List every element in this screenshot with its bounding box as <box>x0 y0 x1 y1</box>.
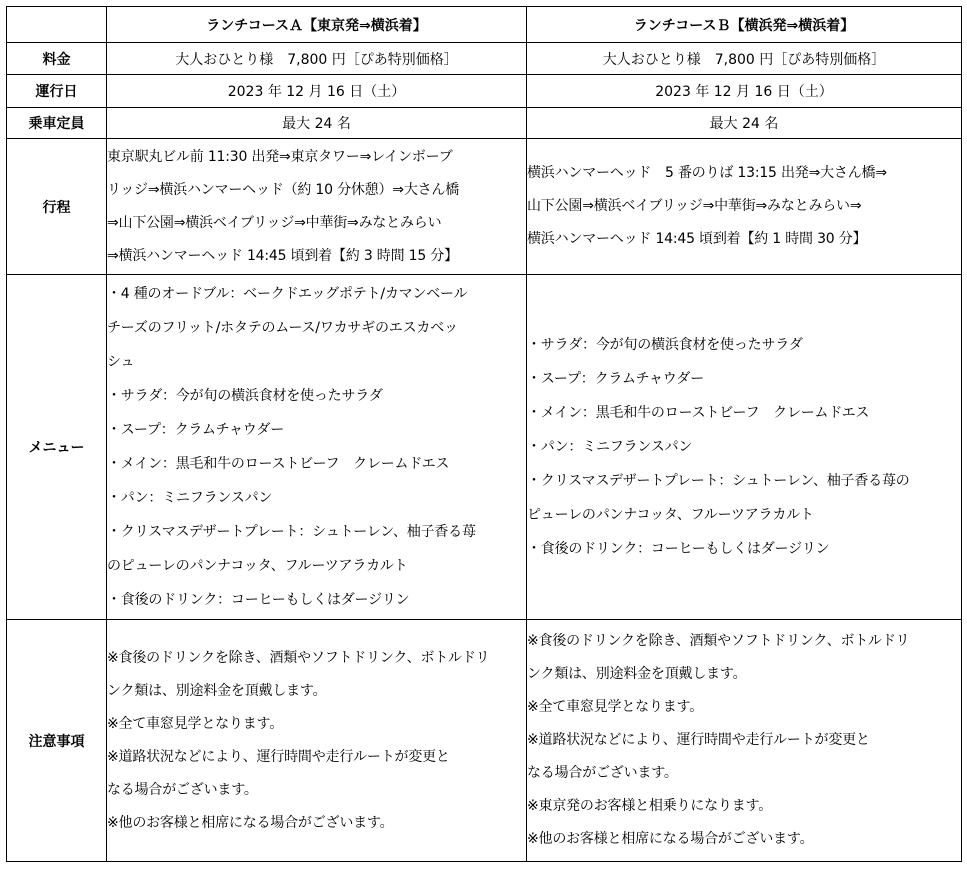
route-a-line: ⇒山下公園⇒横浜ベイブリッジ⇒中華街⇒みなとみらい <box>107 214 442 231</box>
notes-b-line: なる場合がございます。 <box>527 765 678 781</box>
notes-a-line: ※他のお客様と相席になる場合がございます。 <box>107 814 394 831</box>
menu-a-line: ・メイン：黒毛和牛のローストビーフ クレームドエス <box>107 456 450 472</box>
notes-a-line: ンク類は、別途料金を頂戴します。 <box>107 682 327 699</box>
menu-b-line: ・スープ：クラムチャウダー <box>527 371 705 387</box>
menu-a-line: シュ <box>107 354 135 370</box>
capacity-row <box>7 108 962 139</box>
menu-b-line: ・メイン：黒毛和牛のローストビーフ クレームドエス <box>527 405 870 421</box>
notes-b-line: ※道路状況などにより、運行時間や走行ルートが変更と <box>527 732 870 748</box>
menu-label: メニュー <box>7 275 107 620</box>
date-row <box>7 75 962 108</box>
course-b-title: ランチコースＢ【横浜発⇒横浜着】 <box>527 7 962 43</box>
capacity-b: 最大 24 名 <box>527 108 962 139</box>
capacity-a: 最大 24 名 <box>107 108 527 139</box>
menu-row <box>7 275 962 620</box>
menu-a-line: ・パン：ミニフランスパン <box>107 490 273 506</box>
notes-b-line: ※東京発のお客様と相乗りになります。 <box>527 798 773 814</box>
course-a-title: ランチコースＡ【東京発⇒横浜着】 <box>107 7 527 43</box>
menu-b-line: ピューレのパンナコッタ、フルーツアラカルト <box>527 507 814 523</box>
notes-a-line: なる場合がございます。 <box>107 781 258 798</box>
route-label: 行程 <box>7 139 107 275</box>
capacity-label: 乗車定員 <box>7 108 107 139</box>
route-b <box>527 139 962 275</box>
header-row <box>7 7 962 43</box>
menu-b-line: ・パン：ミニフランスパン <box>527 439 693 455</box>
route-a-line: ⇒横浜ハンマーヘッド 14:45 頃到着【約 3 時間 15 分】 <box>107 247 458 264</box>
price-row <box>7 43 962 75</box>
menu-a-line: ・サラダ：今が旬の横浜食材を使ったサラダ <box>107 388 383 404</box>
notes-row <box>7 620 962 862</box>
menu-b-line: ・クリスマスデザートプレート：シュトーレン、柚子香る苺の <box>527 473 910 489</box>
menu-a-line: ・スープ：クラムチャウダー <box>107 422 285 438</box>
date-a: 2023 年 12 月 16 日（土） <box>107 75 527 108</box>
menu-a-line: ・クリスマスデザートプレート：シュトーレン、柚子香る苺 <box>107 524 476 540</box>
notes-label: 注意事項 <box>7 620 107 862</box>
menu-a-line: ・4 種のオードブル：ベークドエッグポテト/カマンベール <box>107 286 468 302</box>
route-a-line: リッジ⇒横浜ハンマーヘッド（約 10 分休憩）⇒大さん橋 <box>107 181 460 198</box>
course-comparison-table <box>6 6 962 862</box>
header-corner-cell <box>7 7 107 43</box>
menu-a-line: ・食後のドリンク：コーヒーもしくはダージリン <box>107 592 410 608</box>
price-b: 大人おひとり様 7,800 円［ぴあ特別価格］ <box>527 43 962 75</box>
menu-b-line: ・食後のドリンク：コーヒーもしくはダージリン <box>527 541 830 557</box>
notes-b-line: ※他のお客様と相席になる場合がございます。 <box>527 831 814 847</box>
route-b-line: 横浜ハンマーヘッド 5 番のりば 13:15 出発⇒大さん橋⇒ <box>527 165 887 181</box>
date-b: 2023 年 12 月 16 日（土） <box>527 75 962 108</box>
notes-b <box>527 620 962 862</box>
notes-a <box>107 620 527 862</box>
menu-a <box>107 275 527 620</box>
price-a: 大人おひとり様 7,800 円［ぴあ特別価格］ <box>107 43 527 75</box>
route-a <box>107 139 527 275</box>
menu-a-line: チーズのフリット/ホタテのムース/ワカサギのエスカベッ <box>107 320 458 336</box>
route-b-line: 横浜ハンマーヘッド 14:45 頃到着【約 1 時間 30 分】 <box>527 231 867 247</box>
menu-b-line: ・サラダ：今が旬の横浜食材を使ったサラダ <box>527 337 803 353</box>
route-a-line: 東京駅丸ビル前 11:30 出発⇒東京タワー⇒レインボーブ <box>107 148 453 165</box>
date-label: 運行日 <box>7 75 107 108</box>
route-b-line: 山下公園⇒横浜ベイブリッジ⇒中華街⇒みなとみらい⇒ <box>527 198 862 214</box>
notes-b-line: ※全て車窓見学となります。 <box>527 699 704 715</box>
price-label: 料金 <box>7 43 107 75</box>
notes-a-line: ※食後のドリンクを除き、酒類やソフトドリンク、ボトルドリ <box>107 649 490 666</box>
route-row <box>7 139 962 275</box>
menu-a-line: のピューレのパンナコッタ、フルーツアラカルト <box>107 558 408 574</box>
menu-b <box>527 275 962 620</box>
notes-b-line: ンク類は、別途料金を頂戴します。 <box>527 666 747 682</box>
notes-b-line: ※食後のドリンクを除き、酒類やソフトドリンク、ボトルドリ <box>527 633 910 649</box>
notes-a-line: ※道路状況などにより、運行時間や走行ルートが変更と <box>107 748 450 765</box>
notes-a-line: ※全て車窓見学となります。 <box>107 715 284 732</box>
